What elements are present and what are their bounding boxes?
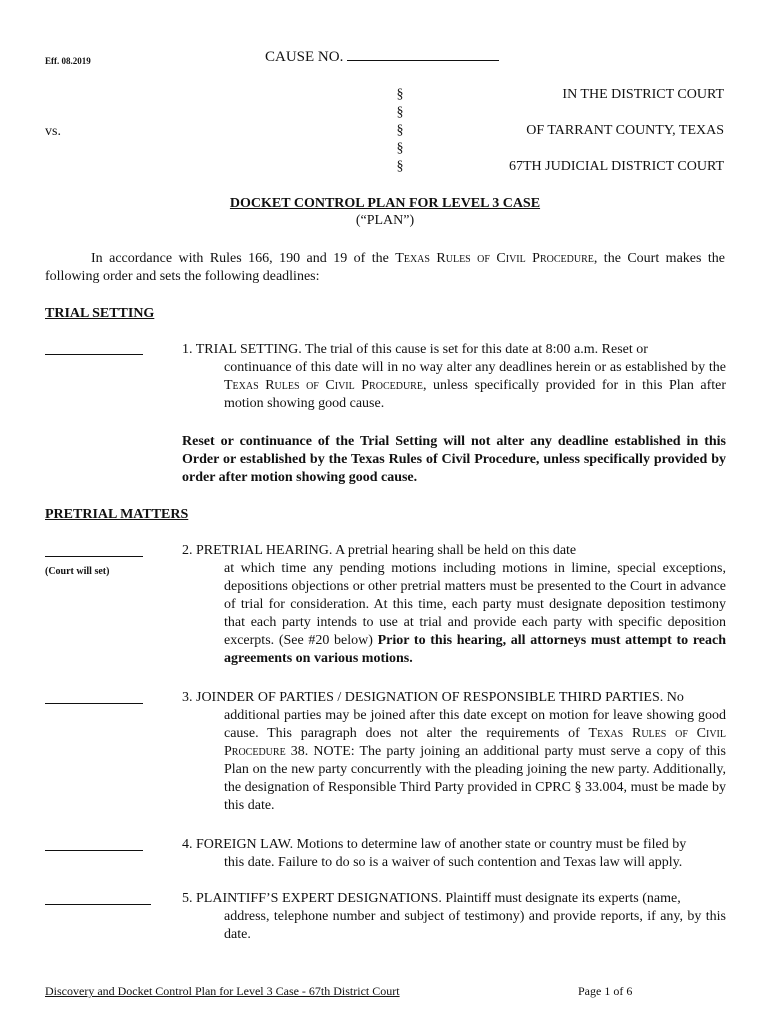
item-3-joinder-of-parties: 3. JOINDER OF PARTIES / DESIGNATION OF RESPONSIBLE THIRD PARTIES. No additional parties may be joined after this date except on motion for leave showing good cause. This paragraph does not alter the requirements of Texas Rules of Civil Procedure 38. NOTE: The party joining an additional party must serve a copy of this Plan on the new party concurrently with the pleading joining the new party. Additionally, the designation of Responsible Third Party provided in CPRC § 33.004, must be made by this date. [182, 690, 726, 813]
intro-paragraph: In accordance with Rules 166, 190 and 19 of the Texas Rules of Civil Procedure, the Court makes the following order and sets the following deadlines: [45, 251, 725, 284]
rules-name: Texas Rules of Civil Procedure [395, 251, 594, 266]
item-1-trial-setting: 1. TRIAL SETTING. The trial of this cause is set for this date at 8:00 a.m. Reset or continuance of this date will in no way alter any deadlines herein or as established by the Texas Rules of Civil Procedure, unless specifically provided for in this Plan after motion showing good cause. [182, 342, 727, 411]
document-subtitle: (“PLAN”) [355, 213, 415, 228]
item-2-pretrial-hearing: 2. PRETRIAL HEARING. A pretrial hearing shall be held on this date at which time any pending motions including motions in limine, special exceptions, depositions objections or other pretrial matters must be presented to the Court in advance of trial for consideration. At this time, each party must designate deposition testimony that each party intends to use at trial and provide each party with specific deposition excerpts. (See #20 below) Prior to this hearing, all attorneys must attempt to reach agreements on various motions. [182, 543, 727, 666]
court-line-3: 67TH JUDICIAL DISTRICT COURT [509, 159, 724, 174]
effective-date: Eff. 08.2019 [45, 56, 91, 66]
date-blank-item-4[interactable] [45, 849, 143, 851]
date-blank-item-3[interactable] [45, 702, 143, 704]
section-symbol: § [396, 141, 404, 156]
section-symbol: § [396, 159, 404, 174]
section-heading-trial-setting: TRIAL SETTING [45, 306, 155, 321]
section-heading-pretrial-matters: PRETRIAL MATTERS [45, 507, 189, 522]
cause-number-label: CAUSE NO. [265, 49, 344, 65]
item-1-bold-notice: Reset or continuance of the Trial Setting will not alter any deadline established in this Order or established by the Texas Rules of Civil Procedure, unless specifically provided by order after motion showing good cause. [182, 434, 726, 485]
section-symbol: § [396, 123, 404, 138]
cause-number [265, 46, 499, 66]
footer-page-number: Page 1 of 6 [578, 984, 633, 998]
cause-number-blank [347, 46, 499, 61]
item-5-plaintiff-expert-designations: 5. PLAINTIFF’S EXPERT DESIGNATIONS. Plaintiff must designate its experts (name, address, telephone number and subject of testimony) and provide reports, if any, by this date. [182, 891, 726, 942]
document-title: DOCKET CONTROL PLAN FOR LEVEL 3 CASE [229, 196, 541, 211]
item-4-foreign-law: 4. FOREIGN LAW. Motions to determine law of another state or country must be filed by this date. Failure to do so is a waiver of such contention and Texas law will apply. [182, 837, 687, 870]
section-symbol: § [396, 87, 404, 102]
court-line-1: IN THE DISTRICT COURT [562, 87, 724, 102]
date-blank-item-2[interactable] [45, 555, 143, 557]
court-line-2: OF TARRANT COUNTY, TEXAS [526, 123, 724, 138]
section-symbol: § [396, 105, 404, 120]
versus-label: vs. [45, 124, 61, 139]
date-blank-item-5[interactable] [45, 903, 151, 905]
footer-document-name: Discovery and Docket Control Plan for Level 3 Case - 67th District Court [45, 984, 400, 998]
date-blank-item-1[interactable] [45, 353, 143, 355]
court-will-set-note: (Court will set) [45, 566, 110, 577]
